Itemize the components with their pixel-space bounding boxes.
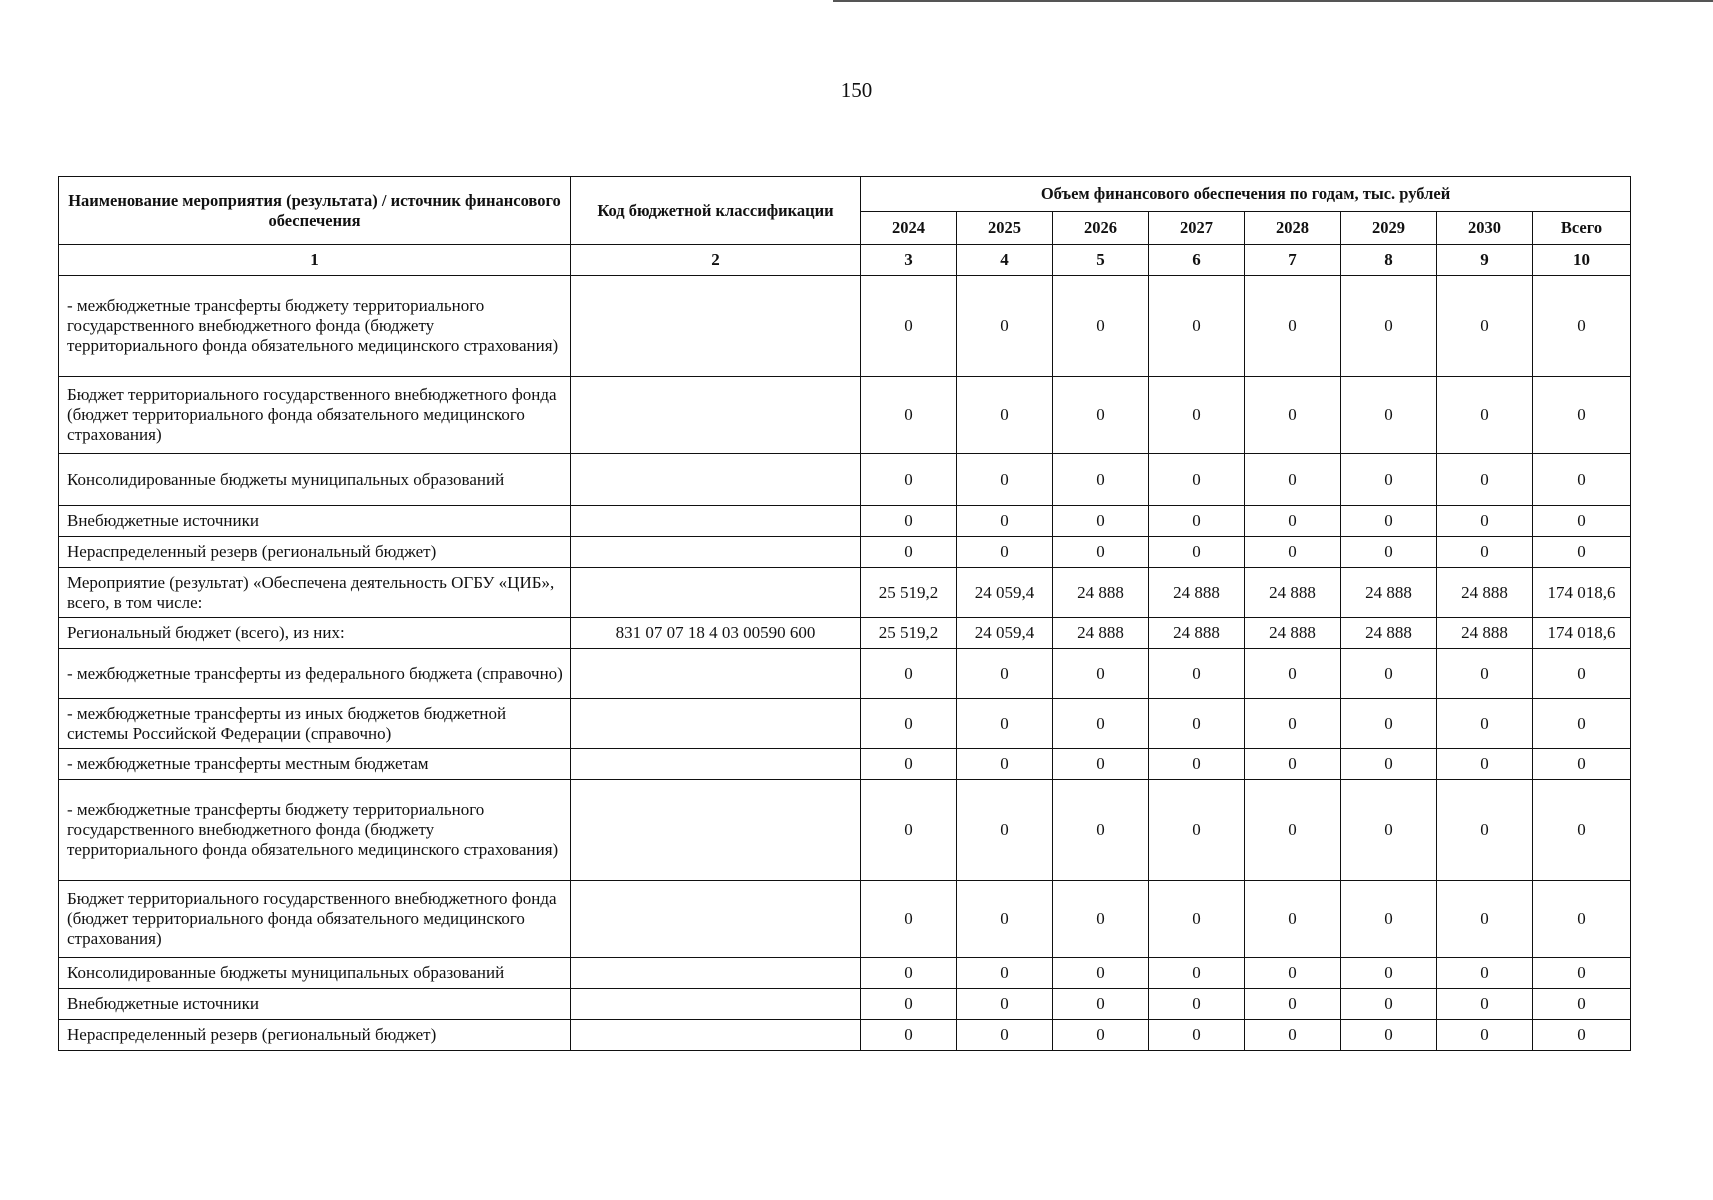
- row-name: Консолидированные бюджеты муниципальных образований: [59, 454, 571, 506]
- row-value: 24 059,4: [957, 618, 1053, 649]
- row-value: 0: [1245, 1020, 1341, 1051]
- header-volume-column: Объем финансового обеспечения по годам, тыс. рублей: [861, 177, 1631, 212]
- row-value: 25 519,2: [861, 568, 957, 618]
- row-value: 24 888: [1149, 618, 1245, 649]
- table-row: [59, 958, 1631, 989]
- row-value: 0: [861, 958, 957, 989]
- row-value: 0: [861, 881, 957, 958]
- row-value: 0: [1341, 780, 1437, 881]
- row-value: 0: [1149, 1020, 1245, 1051]
- row-value: 0: [1245, 454, 1341, 506]
- row-total: 174 018,6: [1533, 618, 1631, 649]
- row-code: 831 07 07 18 4 03 00590 600: [571, 618, 861, 649]
- row-value: 0: [1437, 454, 1533, 506]
- row-total: 0: [1533, 780, 1631, 881]
- row-name: Региональный бюджет (всего), из них:: [59, 618, 571, 649]
- row-value: 0: [957, 276, 1053, 377]
- row-value: 0: [1437, 1020, 1533, 1051]
- header-code-column: Код бюджетной классификации: [571, 177, 861, 245]
- header-year: 2027: [1149, 212, 1245, 245]
- row-total: 0: [1533, 506, 1631, 537]
- table-row: [59, 506, 1631, 537]
- row-code: [571, 649, 861, 699]
- column-number: 5: [1053, 245, 1149, 276]
- row-value: 25 519,2: [861, 618, 957, 649]
- row-value: 0: [1149, 506, 1245, 537]
- row-value: 0: [861, 989, 957, 1020]
- row-value: 0: [1053, 749, 1149, 780]
- row-value: 24 888: [1053, 568, 1149, 618]
- row-total: 0: [1533, 377, 1631, 454]
- row-total: 0: [1533, 454, 1631, 506]
- row-value: 0: [1245, 649, 1341, 699]
- row-value: 0: [1149, 454, 1245, 506]
- column-number: 9: [1437, 245, 1533, 276]
- table-row: [59, 568, 1631, 618]
- row-value: 0: [1437, 276, 1533, 377]
- row-value: 0: [1149, 649, 1245, 699]
- row-value: 0: [1245, 989, 1341, 1020]
- row-total: 0: [1533, 881, 1631, 958]
- row-value: 0: [957, 377, 1053, 454]
- row-value: 0: [1149, 377, 1245, 454]
- row-value: 0: [861, 1020, 957, 1051]
- row-code: [571, 568, 861, 618]
- row-code: [571, 276, 861, 377]
- table-row: [59, 881, 1631, 958]
- row-value: 0: [1341, 377, 1437, 454]
- row-code: [571, 989, 861, 1020]
- row-value: 0: [957, 537, 1053, 568]
- column-number: 1: [59, 245, 571, 276]
- row-code: [571, 749, 861, 780]
- row-value: 0: [1053, 881, 1149, 958]
- row-value: 0: [861, 749, 957, 780]
- table-row: [59, 618, 1631, 649]
- row-value: 0: [1437, 749, 1533, 780]
- table-row: [59, 989, 1631, 1020]
- row-total: 0: [1533, 537, 1631, 568]
- row-value: 0: [1437, 506, 1533, 537]
- row-value: 0: [1245, 749, 1341, 780]
- row-value: 24 888: [1437, 618, 1533, 649]
- row-value: 0: [957, 506, 1053, 537]
- row-value: 0: [1341, 989, 1437, 1020]
- row-value: 24 888: [1245, 568, 1341, 618]
- row-value: 0: [861, 454, 957, 506]
- row-value: 0: [1341, 1020, 1437, 1051]
- row-value: 0: [1341, 699, 1437, 749]
- header-year: 2024: [861, 212, 957, 245]
- table-row: [59, 699, 1631, 749]
- row-value: 0: [1245, 537, 1341, 568]
- row-value: 0: [1437, 958, 1533, 989]
- column-number: 4: [957, 245, 1053, 276]
- row-value: 24 888: [1245, 618, 1341, 649]
- row-value: 0: [957, 1020, 1053, 1051]
- row-code: [571, 699, 861, 749]
- row-code: [571, 780, 861, 881]
- row-name: Консолидированные бюджеты муниципальных образований: [59, 958, 571, 989]
- row-value: 0: [1437, 649, 1533, 699]
- row-value: 24 059,4: [957, 568, 1053, 618]
- row-value: 0: [1437, 699, 1533, 749]
- row-value: 0: [1149, 699, 1245, 749]
- row-code: [571, 377, 861, 454]
- row-name: Внебюджетные источники: [59, 506, 571, 537]
- row-value: 0: [1341, 649, 1437, 699]
- header-year: 2026: [1053, 212, 1149, 245]
- row-code: [571, 454, 861, 506]
- row-code: [571, 881, 861, 958]
- row-name: Нераспределенный резерв (региональный бюджет): [59, 1020, 571, 1051]
- row-name: - межбюджетные трансферты местным бюджетам: [59, 749, 571, 780]
- row-value: 0: [1053, 699, 1149, 749]
- row-value: 0: [1053, 537, 1149, 568]
- column-number: 2: [571, 245, 861, 276]
- row-value: 0: [1149, 780, 1245, 881]
- header-year: 2030: [1437, 212, 1533, 245]
- row-code: [571, 1020, 861, 1051]
- table-row: [59, 649, 1631, 699]
- row-value: 24 888: [1341, 618, 1437, 649]
- row-value: 0: [1341, 454, 1437, 506]
- row-name: - межбюджетные трансферты из иных бюджетов бюджетной системы Российской Федерации (справочно): [59, 699, 571, 749]
- row-code: [571, 958, 861, 989]
- row-name: Внебюджетные источники: [59, 989, 571, 1020]
- row-value: 24 888: [1149, 568, 1245, 618]
- row-total: 174 018,6: [1533, 568, 1631, 618]
- row-value: 0: [861, 506, 957, 537]
- row-value: 0: [1245, 276, 1341, 377]
- row-value: 0: [1245, 881, 1341, 958]
- row-name: Бюджет территориального государственного внебюджетного фонда (бюджет территориального фонда обязательного медицинского страхования): [59, 377, 571, 454]
- header-year: 2028: [1245, 212, 1341, 245]
- row-value: 0: [1245, 506, 1341, 537]
- row-value: 0: [1053, 989, 1149, 1020]
- row-value: 0: [957, 780, 1053, 881]
- row-name: Бюджет территориального государственного внебюджетного фонда (бюджет территориального фонда обязательного медицинского страхования): [59, 881, 571, 958]
- header-year: 2029: [1341, 212, 1437, 245]
- row-total: 0: [1533, 958, 1631, 989]
- row-value: 0: [1149, 749, 1245, 780]
- row-value: 0: [1437, 780, 1533, 881]
- header-name-column: Наименование мероприятия (результата) / источник финансового обеспечения: [59, 177, 571, 245]
- table-row: [59, 377, 1631, 454]
- row-value: 0: [1149, 958, 1245, 989]
- row-value: 0: [1245, 958, 1341, 989]
- table-row: [59, 454, 1631, 506]
- row-value: 0: [957, 454, 1053, 506]
- row-value: 0: [861, 537, 957, 568]
- row-value: 0: [1053, 506, 1149, 537]
- table-body: [59, 276, 1631, 1051]
- row-total: 0: [1533, 649, 1631, 699]
- row-value: 0: [861, 649, 957, 699]
- row-value: 0: [1053, 958, 1149, 989]
- row-value: 0: [1053, 649, 1149, 699]
- row-value: 0: [1149, 276, 1245, 377]
- row-value: 24 888: [1437, 568, 1533, 618]
- row-value: 0: [1437, 537, 1533, 568]
- table-row: [59, 749, 1631, 780]
- row-value: 0: [957, 649, 1053, 699]
- row-code: [571, 537, 861, 568]
- row-value: 0: [1245, 780, 1341, 881]
- row-value: 0: [1341, 881, 1437, 958]
- table-row: [59, 780, 1631, 881]
- row-total: 0: [1533, 276, 1631, 377]
- row-name: - межбюджетные трансферты бюджету территориального государственного внебюджетного фонда (бюджету территориального фонда обязательного медицинского страхования): [59, 780, 571, 881]
- row-value: 0: [1341, 749, 1437, 780]
- financing-table: [58, 176, 1631, 1051]
- row-value: 0: [1053, 276, 1149, 377]
- table-row: [59, 1020, 1631, 1051]
- column-number: 3: [861, 245, 957, 276]
- column-number: 6: [1149, 245, 1245, 276]
- row-value: 0: [957, 989, 1053, 1020]
- top-rule: [833, 0, 1713, 2]
- row-code: [571, 506, 861, 537]
- row-value: 0: [1437, 377, 1533, 454]
- row-value: 0: [861, 276, 957, 377]
- row-value: 0: [1149, 537, 1245, 568]
- row-total: 0: [1533, 749, 1631, 780]
- row-name: - межбюджетные трансферты из федерального бюджета (справочно): [59, 649, 571, 699]
- row-value: 0: [1053, 780, 1149, 881]
- header-year: 2025: [957, 212, 1053, 245]
- row-value: 0: [957, 881, 1053, 958]
- row-value: 0: [1245, 699, 1341, 749]
- row-value: 0: [1053, 454, 1149, 506]
- row-value: 0: [1053, 377, 1149, 454]
- row-total: 0: [1533, 989, 1631, 1020]
- row-total: 0: [1533, 699, 1631, 749]
- column-number: 10: [1533, 245, 1631, 276]
- row-total: 0: [1533, 1020, 1631, 1051]
- row-value: 0: [1149, 881, 1245, 958]
- row-value: 0: [861, 699, 957, 749]
- row-value: 0: [1149, 989, 1245, 1020]
- row-value: 24 888: [1341, 568, 1437, 618]
- row-name: - межбюджетные трансферты бюджету территориального государственного внебюджетного фонда (бюджету территориального фонда обязательного медицинского страхования): [59, 276, 571, 377]
- row-value: 0: [1245, 377, 1341, 454]
- row-value: 24 888: [1053, 618, 1149, 649]
- row-value: 0: [1053, 1020, 1149, 1051]
- row-value: 0: [1341, 958, 1437, 989]
- row-value: 0: [1437, 881, 1533, 958]
- header-total: Всего: [1533, 212, 1631, 245]
- row-name: Нераспределенный резерв (региональный бюджет): [59, 537, 571, 568]
- table-row: [59, 537, 1631, 568]
- row-value: 0: [1341, 506, 1437, 537]
- page-number: 150: [840, 78, 873, 102]
- column-number: 8: [1341, 245, 1437, 276]
- row-value: 0: [1341, 537, 1437, 568]
- row-value: 0: [1341, 276, 1437, 377]
- table-row: [59, 276, 1631, 377]
- column-number-row: [59, 245, 1631, 276]
- column-number: 7: [1245, 245, 1341, 276]
- row-value: 0: [957, 958, 1053, 989]
- row-value: 0: [861, 377, 957, 454]
- row-value: 0: [1437, 989, 1533, 1020]
- row-value: 0: [861, 780, 957, 881]
- row-value: 0: [957, 749, 1053, 780]
- row-value: 0: [957, 699, 1053, 749]
- row-name: Мероприятие (результат) «Обеспечена деятельность ОГБУ «ЦИБ», всего, в том числе:: [59, 568, 571, 618]
